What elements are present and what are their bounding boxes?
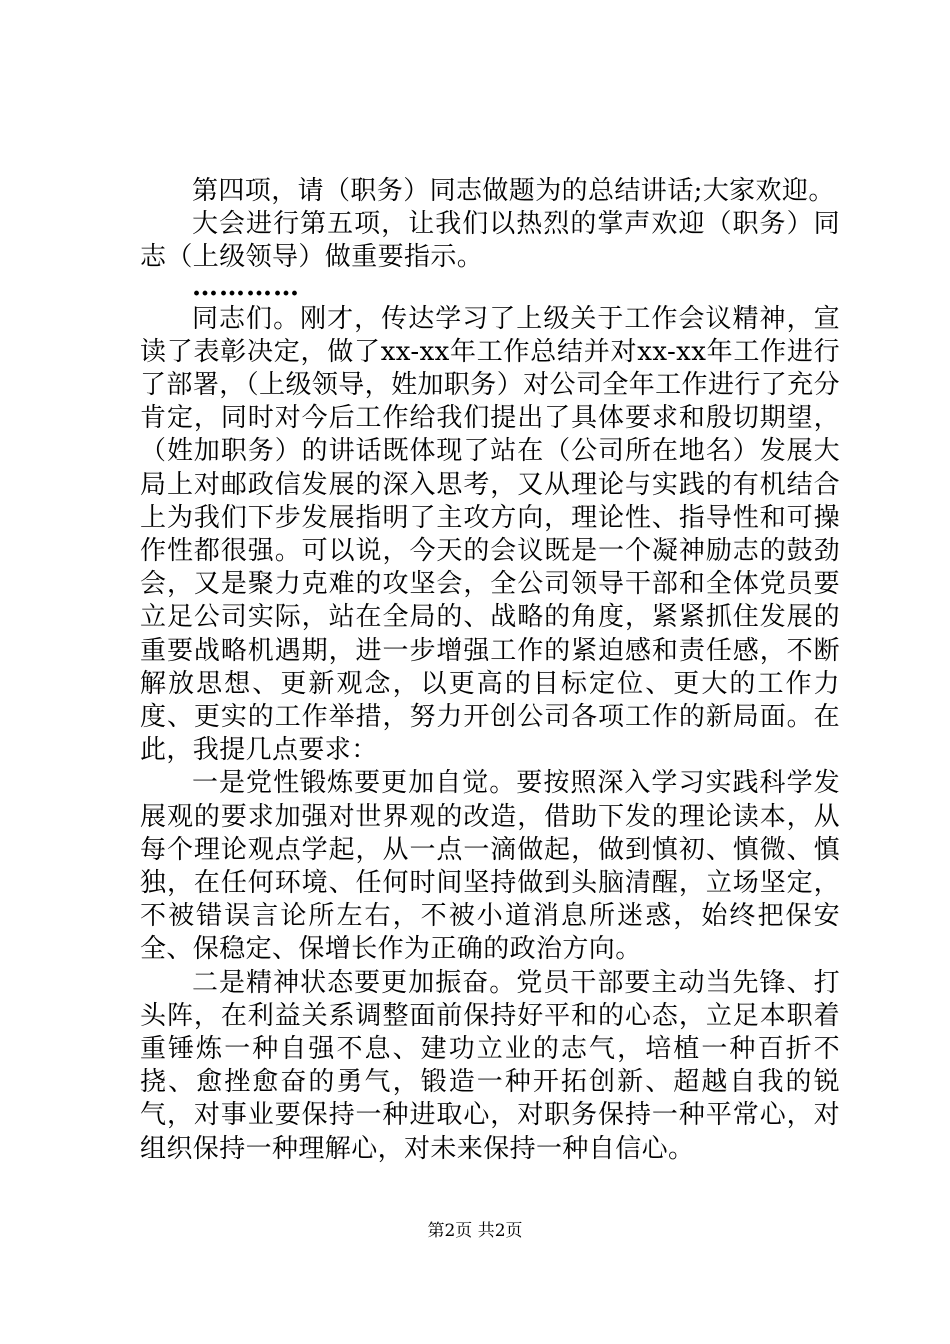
page-footer: 第2页 共2页 [427, 1221, 523, 1241]
ellipsis-separator: ………… [192, 271, 300, 302]
paragraph-requirement-1: 一是党性锻炼要更加自觉。要按照深入学习实践科学发展观的要求加强对世界观的改造，借助下发的理论读本，从每个理论观点学起，从一点一滴做起，做到慎初、慎微、慎独，在任何环境、任何时间坚持做到头脑清醒，立场坚定，不被错误言论所左右，不被小道消息所迷惑，始终把保安全、保稳定、保增长作为正确的政治方向。 [140, 768, 840, 965]
paragraph-item-5: 大会进行第五项，让我们以热烈的掌声欢迎（职务）同志（上级领导）做重要指示。 [140, 209, 840, 273]
paragraph-speech-intro: 同志们。刚才，传达学习了上级关于工作会议精神，宣读了表彰决定，做了xx-xx年工作总结并对xx-xx年工作进行了部署，（上级领导，姓加职务）对公司全年工作进行了充分肯定，同时对今后工作给我们提出了具体要求和殷切期望，（姓加职务）的讲话既体现了站在（公司所在地名）发展大局上对邮政信发展的深入思考，又从理论与实践的有机结合上为我们下步发展指明了主攻方向，理论性、指导性和可操作性都很强。可以说，今天的会议既是一个凝神励志的鼓劲会，又是聚力克难的攻坚会，全公司领导干部和全体党员要立足公司实际，站在全局的、战略的角度，紧紧抓住发展的重要战略机遇期，进一步增强工作的紧迫感和责任感，不断解放思想、更新观念，以更高的目标定位、更大的工作力度、更实的工作举措，努力开创公司各项工作的新局面。在此，我提几点要求： [140, 303, 840, 766]
paragraph-requirement-2: 二是精神状态要更加振奋。党员干部要主动当先锋、打头阵，在利益关系调整面前保持好平和的心态，立足本职着重锤炼一种自强不息、建功立业的志气，培植一种百折不挠、愈挫愈奋的勇气，锻造一种开拓创新、超越自我的锐气，对事业要保持一种进取心，对职务保持一种平常心，对组织保持一种理解心，对未来保持一种自信心。 [140, 967, 840, 1164]
document-body [140, 175, 840, 1166]
paragraph-item-4: 第四项，请（职务）同志做题为的总结讲话;大家欢迎。 [192, 176, 835, 206]
